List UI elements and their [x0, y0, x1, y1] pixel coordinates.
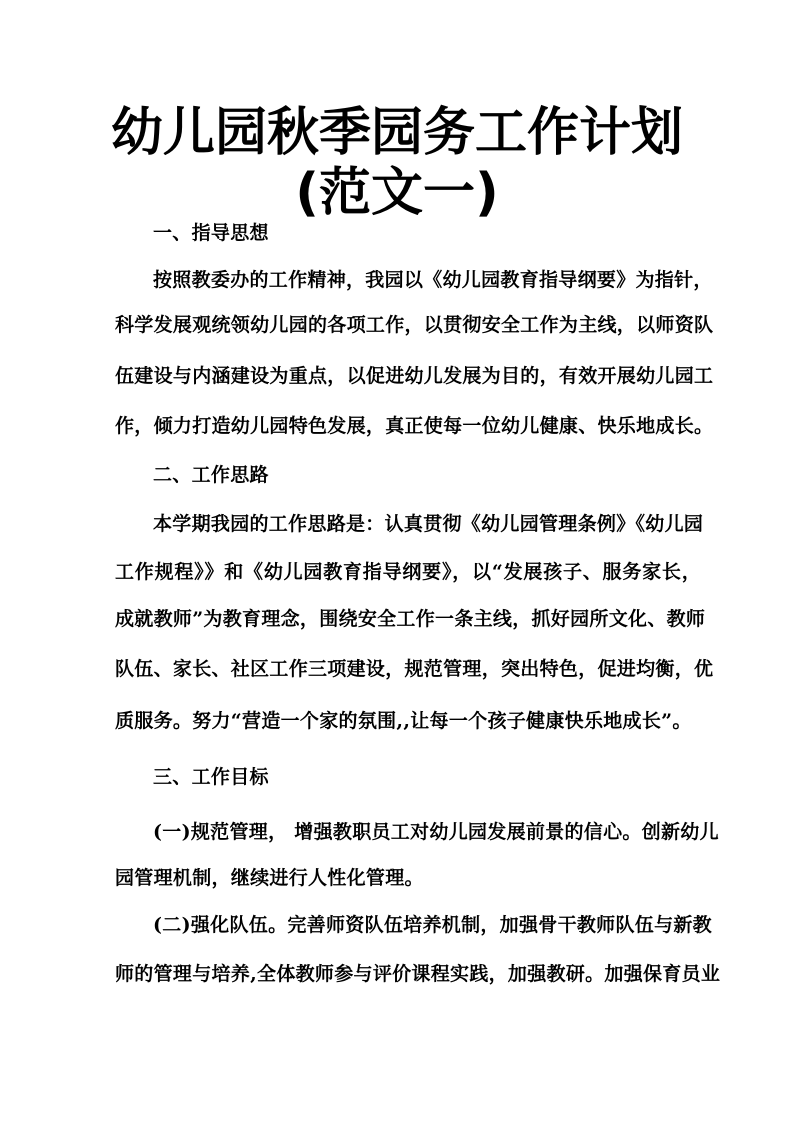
paragraph-line: 科学发展观统领幼儿园的各项工作，以贯彻安全工作为主线，以师资队 [115, 314, 714, 336]
paragraph-line: 作，倾力打造幼儿园特色发展，真正使每一位幼儿健康、快乐地成长。 [115, 415, 714, 437]
paragraph-line: 质服务。努力“营造一个家的氛围,,让每一个孩子健康快乐地成长”。 [115, 710, 692, 732]
section-heading-guiding-ideology: 一、指导思想 [153, 222, 269, 244]
paragraph-line: 成就教师”为教育理念，围绕安全工作一条主线，抓好园所文化、教师 [115, 608, 706, 630]
paragraph-line: (一)规范管理， 增强教职员工对幼儿园发展前景的信心。创新幼儿 [153, 821, 719, 843]
paragraph-line: 工作规程》》和《幼儿园教育指导纲要》，以“发展孩子、服务家长， [115, 561, 701, 583]
document-title-line-2: (范文一) [295, 163, 499, 223]
paragraph-line: 本学期我园的工作思路是：认真贯彻《幼儿园管理条例》《幼儿园 [153, 513, 704, 535]
paragraph-line: 园管理机制，继续进行人性化管理。 [115, 867, 424, 889]
paragraph-line: 师的管理与培养,全体教师参与评价课程实践，加强教研。加强保育员业 [115, 963, 721, 985]
paragraph-line: (二)强化队伍。完善师资队伍培养机制，加强骨干教师队伍与新教 [153, 914, 712, 936]
document-title-line-1: 幼儿园秋季园务工作计划 [110, 103, 683, 163]
paragraph-line: 伍建设与内涵建设为重点，以促进幼儿发展为目的，有效开展幼儿园工 [115, 365, 714, 387]
paragraph-line: 队伍、家长、社区工作三项建设，规范管理，突出特色，促进均衡，优 [115, 658, 714, 680]
section-heading-work-approach: 二、工作思路 [153, 464, 269, 486]
paragraph-line: 按照教委办的工作精神，我园以《幼儿园教育指导纲要》为指针， [153, 269, 713, 291]
section-heading-work-goals: 三、工作目标 [153, 766, 269, 788]
